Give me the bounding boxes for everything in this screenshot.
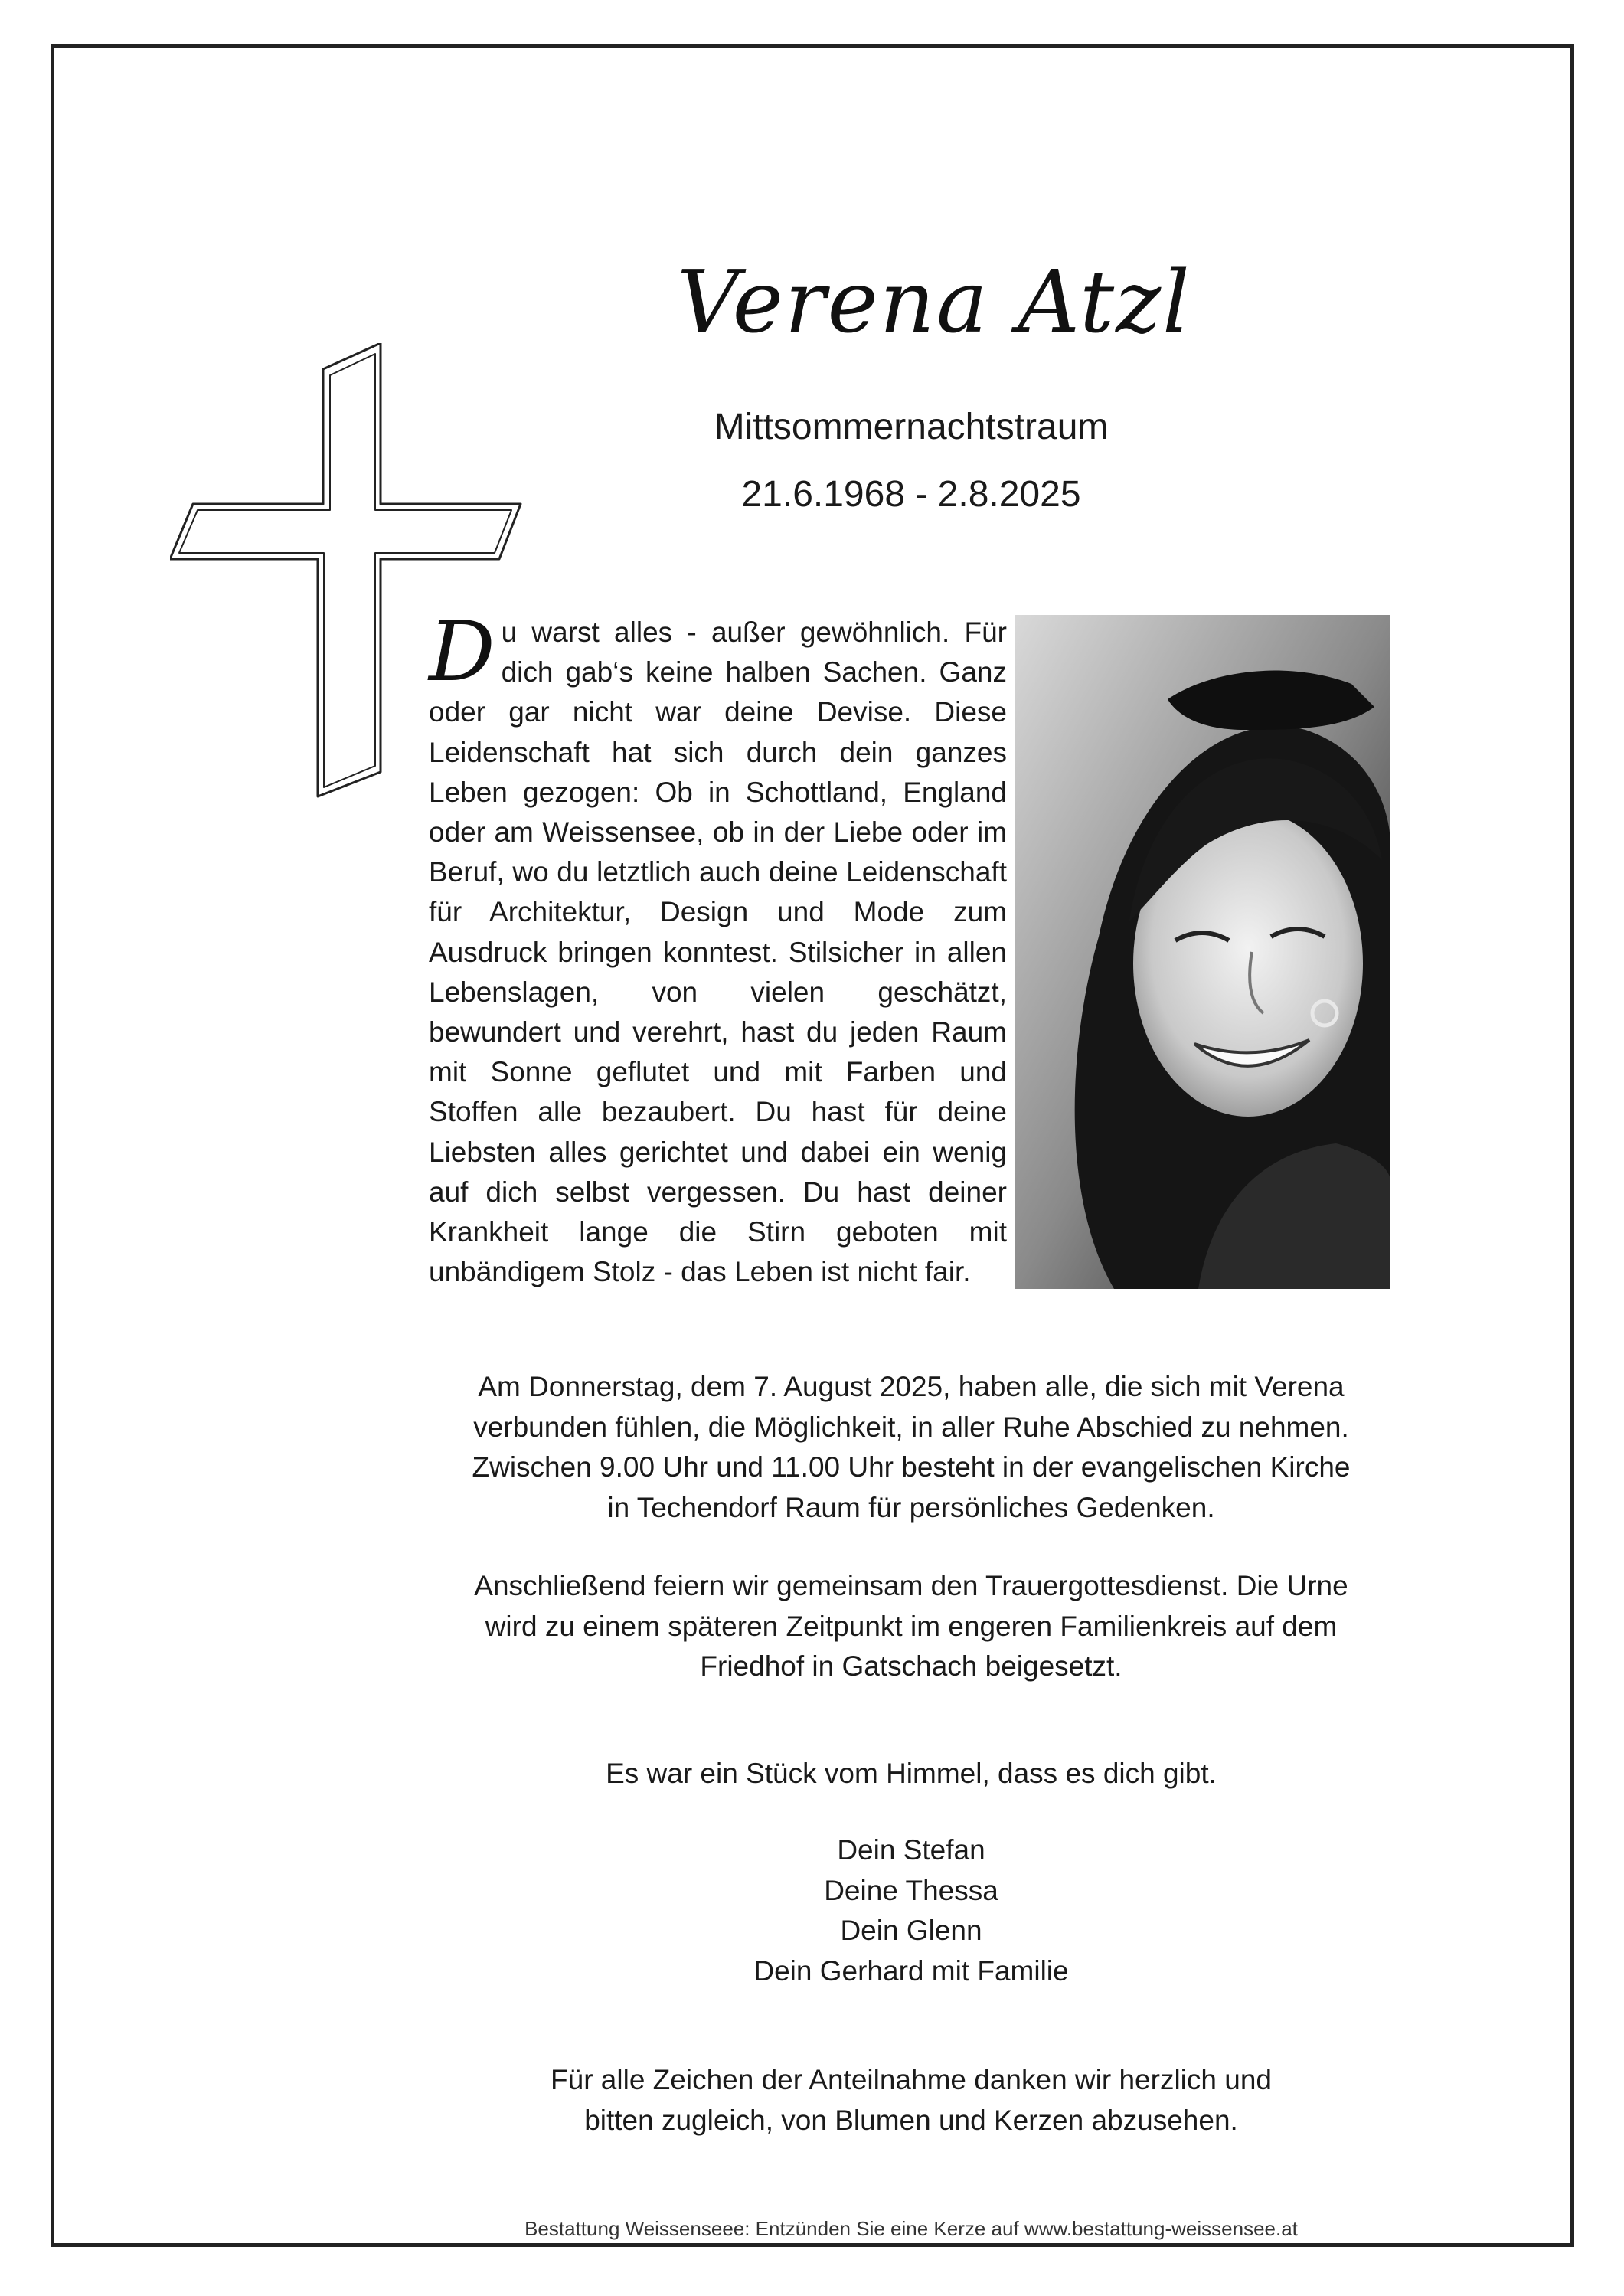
subtitle: Mittsommernachtstraum [714, 407, 1109, 447]
service-line: Anschließend feiern wir gemeinsam den Trauergottesdienst. Die Urne [474, 1570, 1348, 1601]
thanks-paragraph [413, 2060, 1409, 2141]
farewell-paragraph [413, 1367, 1409, 1528]
footer-note: Bestattung Weissenseee: Entzünden Sie eine Kerze auf www.bestattung-weissensee.at [524, 2217, 1298, 2240]
service-paragraph [413, 1566, 1409, 1687]
signature-line: Deine Thessa [824, 1874, 998, 1906]
portrait-photo [1015, 615, 1390, 1289]
service-line: wird zu einem späteren Zeitpunkt im engeren Familienkreis auf dem [485, 1610, 1338, 1642]
signature-line: Dein Stefan [837, 1834, 985, 1866]
farewell-line: Am Donnerstag, dem 7. August 2025, haben alle, die sich mit Verena [478, 1371, 1345, 1402]
signature-line: Dein Glenn [840, 1915, 982, 1946]
farewell-line: verbunden fühlen, die Möglichkeit, in aller Ruhe Abschied zu nehmen. [473, 1411, 1349, 1443]
signature-line: Dein Gerhard mit Familie [753, 1954, 1069, 1987]
life-dates: 21.6.1968 - 2.8.2025 [741, 474, 1081, 515]
farewell-line: in Techendorf Raum für persönliches Gedenken. [607, 1491, 1215, 1523]
farewell-line: Zwischen 9.00 Uhr und 11.00 Uhr besteht in der evangelischen Kirche [472, 1451, 1351, 1483]
deceased-name: Verena Atzl [677, 253, 1191, 352]
biography [429, 604, 1007, 1292]
drop-cap: D [429, 604, 495, 700]
thanks-line: Für alle Zeichen der Anteilnahme danken wir herzlich und [551, 2064, 1272, 2095]
thanks-line: bitten zugleich, von Blumen und Kerzen abzusehen. [584, 2104, 1238, 2136]
quote-text: Es war ein Stück vom Himmel, dass es dich gibt. [606, 1758, 1217, 1789]
service-line: Friedhof in Gatschach beigesetzt. [700, 1650, 1122, 1682]
biography-text: u warst alles - außer gewöhnlich. Für dich gab‘s keine halben Sachen. Ganz oder gar nicht war deine Devise. Diese Leidenschaft hat sich durch dein ganzes Leben gezogen: Ob in Schottland, England oder am Weissensee, ob in der Liebe oder im Beruf, wo du letztlich auch deine Leidenschaft für Architektur, Design und Mode zum Ausdruck bringen konntest. Stilsicher in allen Lebenslagen, von vielen geschätzt, bewundert und verehrt, hast du jeden Raum mit Sonne geflutet und mit Farben und Stoffen alle bezaubert. Du hast für deine Liebsten alles gerichtet und dabei ein wenig auf dich selbst vergessen. Du hast deiner Krankheit lange die Stirn geboten mit unbändigem Stolz - das Leben ist nicht fair. [429, 617, 1007, 1288]
quote [413, 1754, 1409, 1794]
signatures [413, 1830, 1409, 1991]
